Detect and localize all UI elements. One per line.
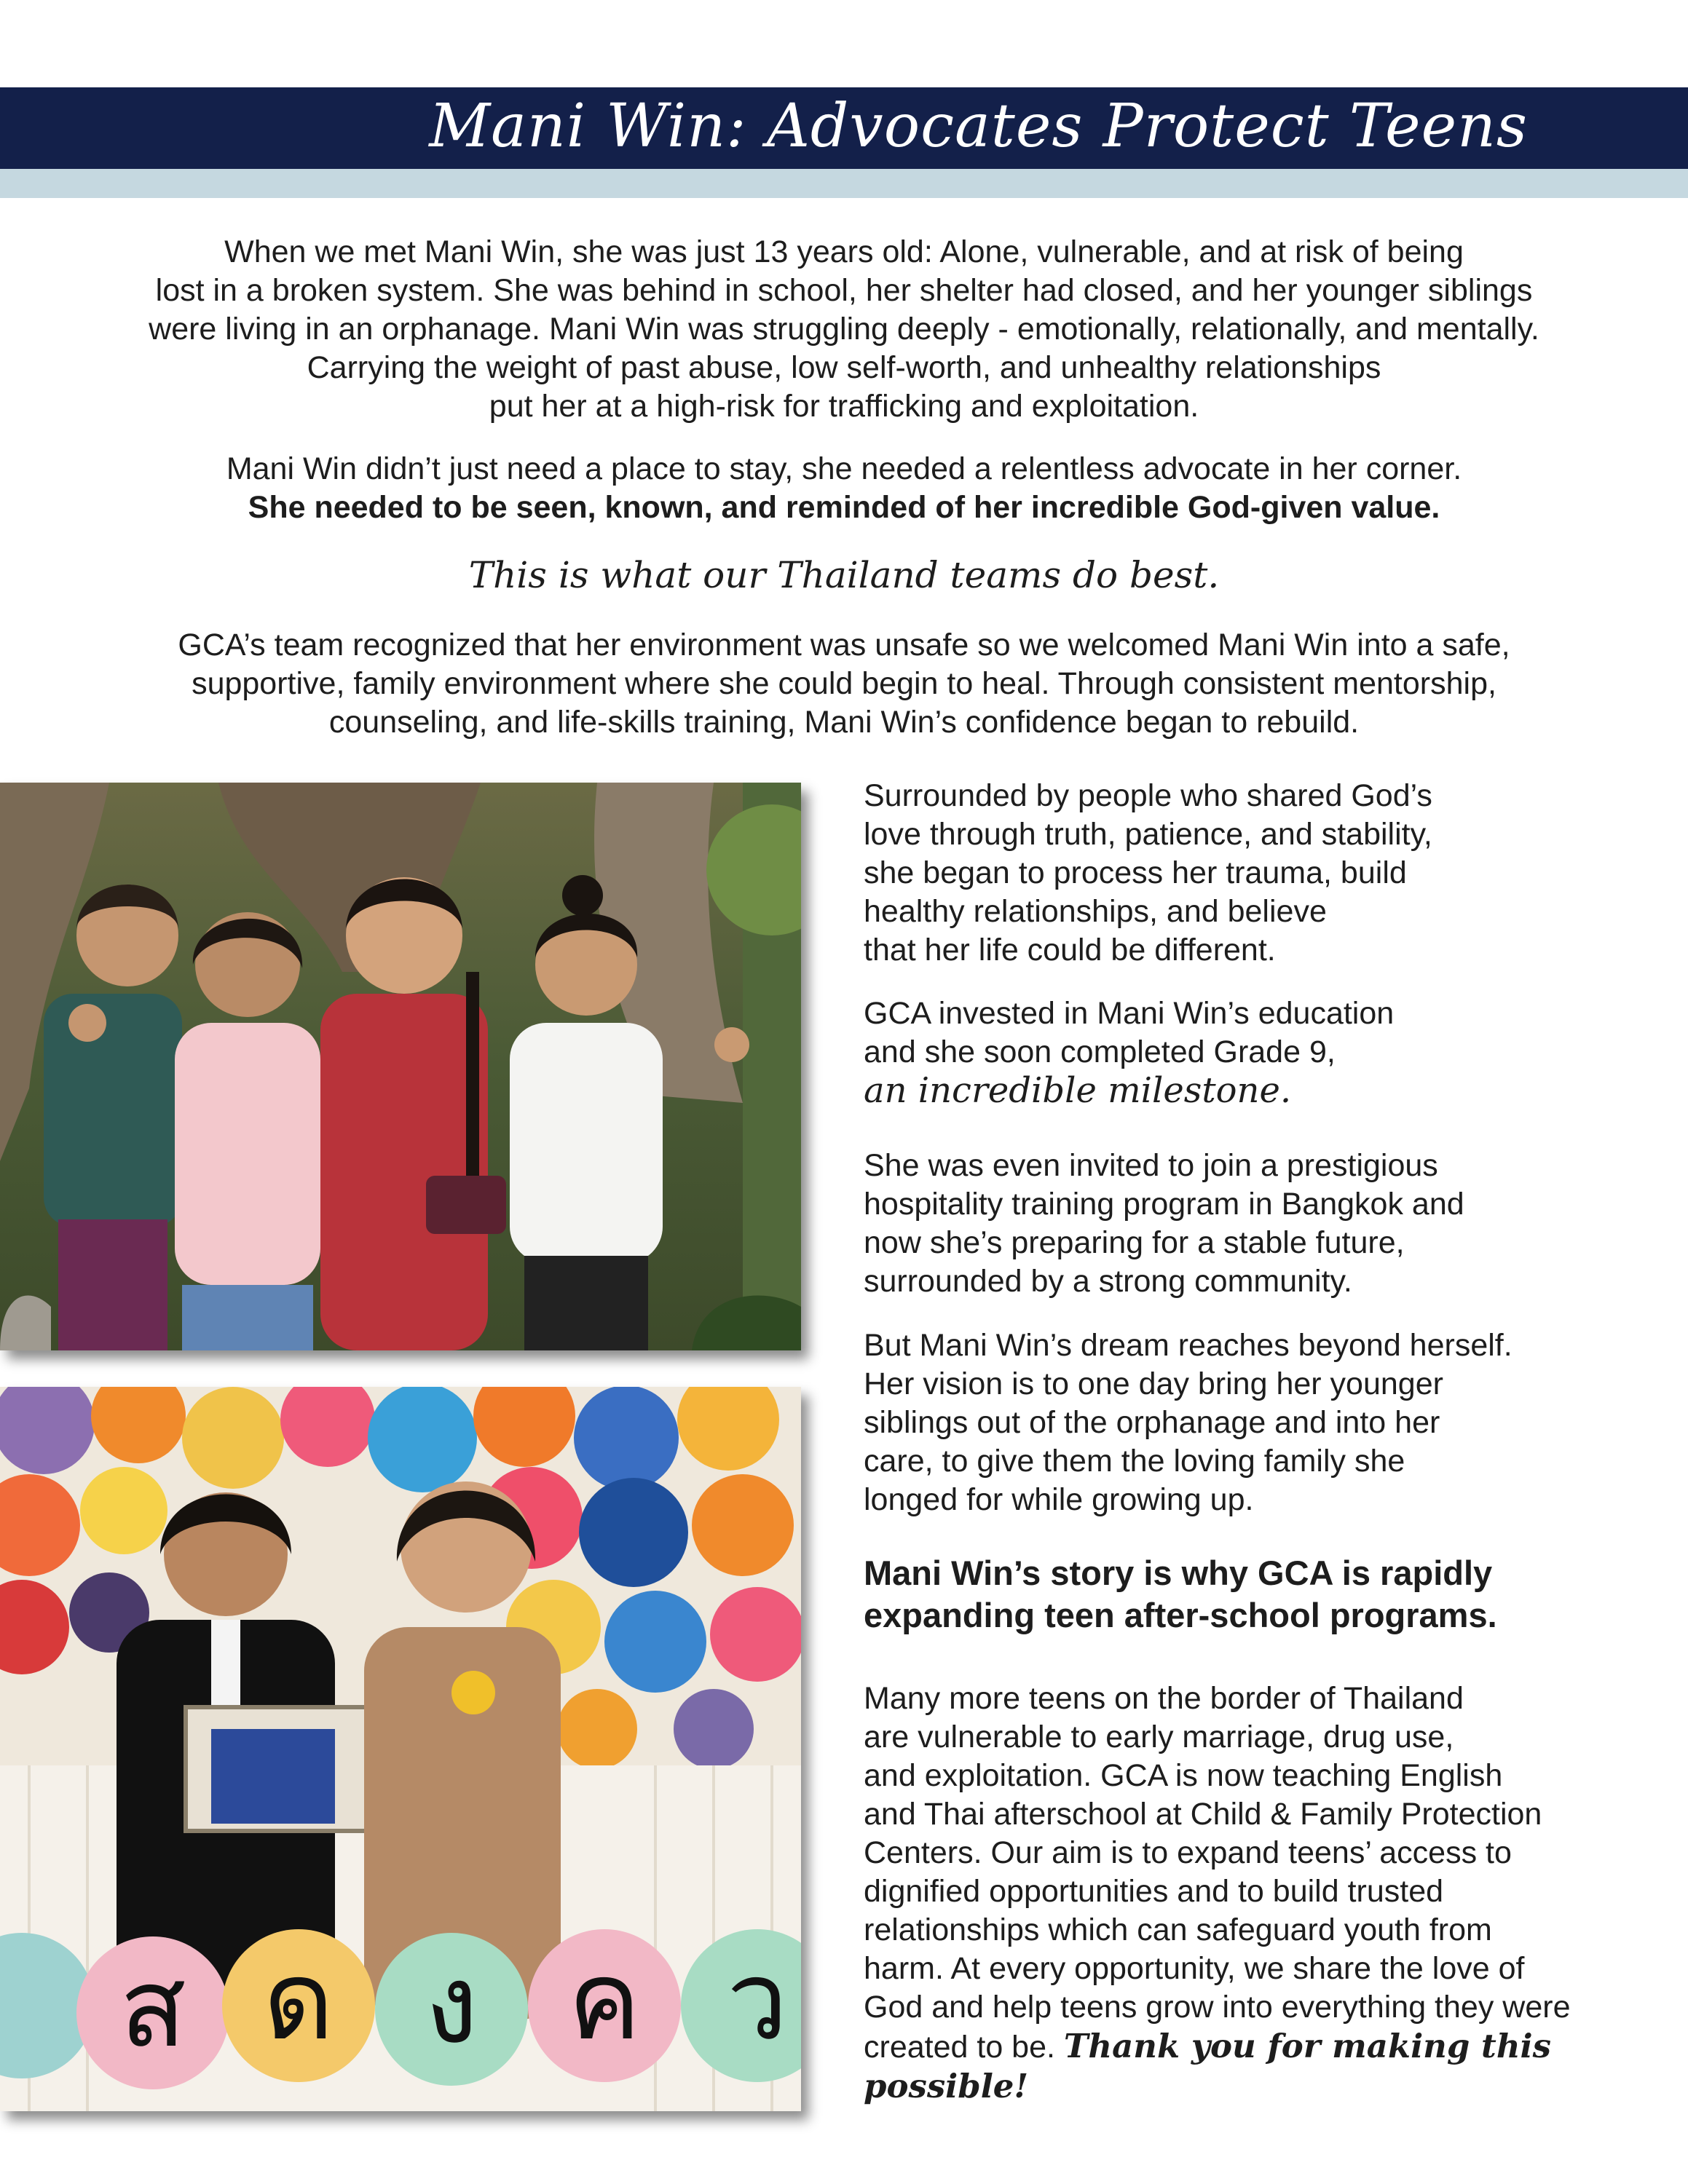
plate-letter: ว [726, 1938, 789, 2065]
plate-letter: ด [263, 1938, 334, 2065]
intro-line: Mani Win didn’t just need a place to stay, she needed a relentless advocate in her corner. [226, 451, 1462, 486]
column-paragraph-1 [864, 777, 1657, 970]
tagline: This is what our Thailand teams do best. [468, 554, 1220, 596]
section-heading [864, 1552, 1657, 1637]
intro-paragraph-3 [44, 626, 1644, 742]
title-band-accent [0, 169, 1688, 198]
column-line: and Thai afterschool at Child & Family Protection [864, 1797, 1542, 1832]
graduation-photo [0, 1387, 801, 2111]
column-line: Surrounded by people who shared God’s [864, 778, 1432, 813]
column-line: relationships which can safeguard youth from [864, 1912, 1492, 1947]
column-line: created to be. [864, 2030, 1055, 2065]
milestone-script: an incredible milestone. [864, 1070, 1292, 1111]
page-title: Mani Win: Advocates Protect Teens [429, 92, 1528, 161]
column-line: harm. At every opportunity, we share the love of [864, 1951, 1525, 1986]
column-paragraph-4 [864, 1326, 1657, 1519]
column-line: she began to process her trauma, build [864, 855, 1407, 890]
heading-line: Mani Win’s story is why GCA is rapidly [864, 1554, 1493, 1592]
column-line: GCA invested in Mani Win’s education [864, 996, 1395, 1031]
plate-letter: ส [119, 1945, 186, 2072]
intro-paragraph-1 [44, 233, 1644, 426]
diploma-cover [211, 1729, 335, 1824]
column-line: and exploitation. GCA is now teaching English [864, 1758, 1503, 1793]
column-line: care, to give them the loving family she [864, 1444, 1405, 1479]
column-line: are vulnerable to early marriage, drug use, [864, 1720, 1454, 1754]
column-line: Her vision is to one day bring her younger [864, 1366, 1443, 1401]
intro-line: put her at a high-risk for trafficking and exploitation. [489, 389, 1199, 424]
column-line: Many more teens on the border of Thailand [864, 1681, 1464, 1716]
column-line: siblings out of the orphanage and into her [864, 1405, 1440, 1440]
column-paragraph-2 [864, 994, 1657, 1112]
plate-letter: ง [425, 1942, 478, 2068]
column-paragraph-3 [864, 1147, 1657, 1301]
column-line: dignified opportunities and to build trusted [864, 1874, 1444, 1909]
intro-line: supportive, family environment where she could begin to heal. Through consistent mentorship, [192, 666, 1496, 701]
intro-line: were living in an orphanage. Mani Win was struggling deeply - emotionally, relationally, and mentally. [149, 312, 1539, 347]
column-line: hospitality training program in Bangkok and [864, 1187, 1464, 1222]
column-line: and she soon completed Grade 9, [864, 1034, 1336, 1069]
column-line: longed for while growing up. [864, 1482, 1254, 1517]
group-photo [0, 783, 801, 1350]
intro-bold-line: She needed to be seen, known, and reminded of her incredible God-given value. [248, 490, 1440, 525]
intro-line: counseling, and life-skills training, Mani Win’s confidence began to rebuild. [328, 705, 1360, 740]
group-photo-illustration [0, 783, 801, 1350]
column-line: now she’s preparing for a stable future, [864, 1225, 1405, 1260]
graduation-photo-illustration [0, 1387, 801, 2111]
intro-line: When we met Mani Win, she was just 13 years old: Alone, vulnerable, and at risk of being [224, 234, 1464, 269]
intro-line: lost in a broken system. She was behind in school, her shelter had closed, and her younger siblings [155, 273, 1533, 308]
column-line: God and help teens grow into everything they were [864, 1990, 1571, 2025]
column-line: love through truth, patience, and stability, [864, 817, 1432, 852]
column-paragraph-5 [864, 1679, 1657, 2107]
column-line: healthy relationships, and believe [864, 894, 1327, 929]
thank-you-script: Thank you for making this possible! [864, 2027, 1551, 2105]
column-line: She was even invited to join a prestigious [864, 1148, 1438, 1183]
column-line: surrounded by a strong community. [864, 1264, 1352, 1299]
heading-line: expanding teen after-school programs. [864, 1596, 1497, 1634]
column-line: that her life could be different. [864, 933, 1276, 968]
intro-line: Carrying the weight of past abuse, low self-worth, and unhealthy relationships [307, 350, 1381, 385]
column-line: But Mani Win’s dream reaches beyond herself. [864, 1328, 1513, 1363]
plate-letter: ค [567, 1938, 642, 2065]
intro-paragraph-2 [44, 450, 1644, 527]
intro-line: GCA’s team recognized that her environment was unsafe so we welcomed Mani Win into a safe, [178, 628, 1510, 662]
column-line: Centers. Our aim is to expand teens’ access to [864, 1835, 1512, 1870]
